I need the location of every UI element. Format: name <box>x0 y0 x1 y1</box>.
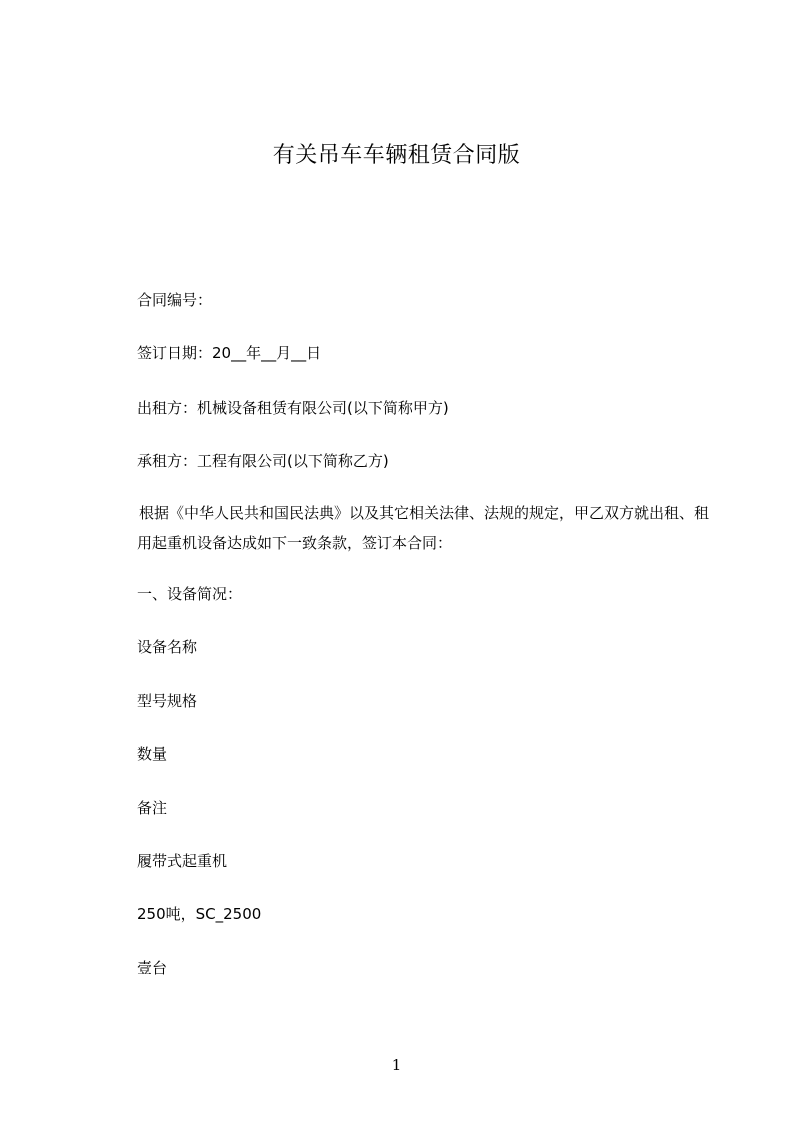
sign-date-line: 签订日期：20__年__月__日 <box>137 344 322 362</box>
model-spec-value: 250吨，SC_2500 <box>137 905 262 923</box>
lessee-line: 承租方：工程有限公司(以下简称乙方) <box>137 452 389 470</box>
equipment-name-value: 履带式起重机 <box>137 852 228 870</box>
model-spec-label: 型号规格 <box>137 692 198 710</box>
intro-paragraph: 根据《中华人民共和国民法典》以及其它相关法律、法规的规定，甲乙双方就出租、租用起重机设备达成如下一致条款，签订本合同： <box>137 504 710 552</box>
section-one-heading: 一、设备简况： <box>137 585 243 603</box>
equipment-name-label: 设备名称 <box>137 638 198 656</box>
quantity-value: 壹台 <box>137 959 168 977</box>
contract-number-line: 合同编号： <box>137 291 213 309</box>
document-title: 有关吊车车辆租赁合同版 <box>272 143 521 168</box>
remarks-label: 备注 <box>137 799 168 817</box>
quantity-label: 数量 <box>137 745 168 763</box>
lessor-line: 出租方：机械设备租赁有限公司(以下简称甲方) <box>137 399 449 417</box>
page-number: 1 <box>391 1056 402 1074</box>
